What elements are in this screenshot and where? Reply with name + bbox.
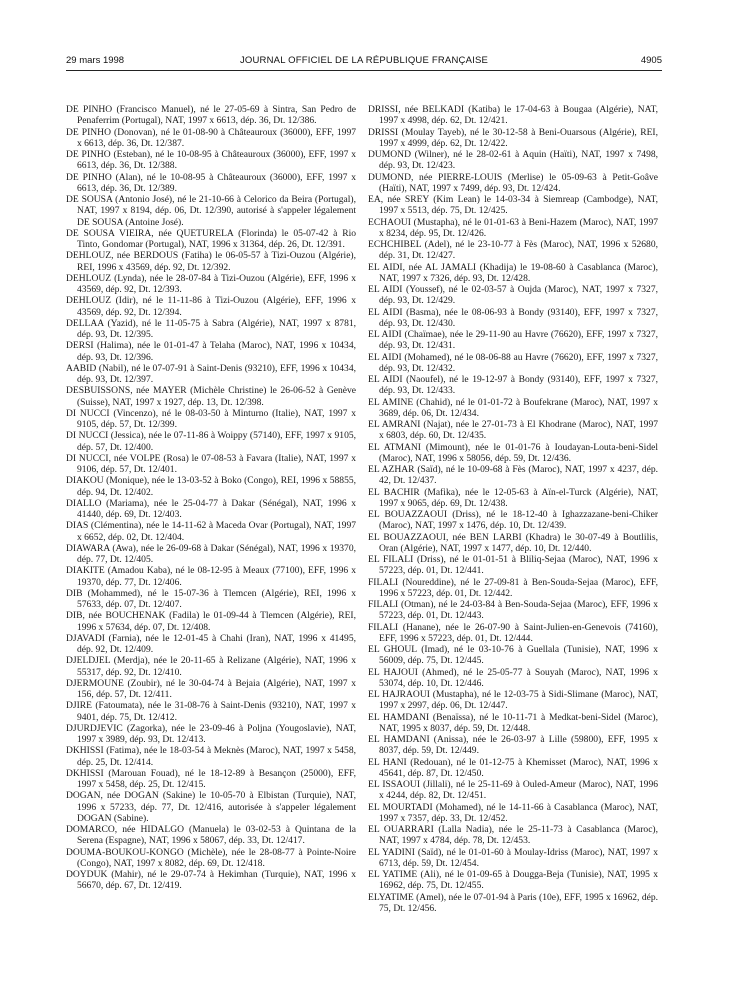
decree-entry: DIAWARA (Awa), née le 26-09-68 à Dakar (Sénégal), NAT, 1996 x 19370, dép. 77, Dt. 12/405. xyxy=(66,542,356,565)
decree-entry: DE PINHO (Francisco Manuel), né le 27-05-69 à Sintra, San Pedro de Penaferrim (Portugal), NAT, 1997 x 6613, dép. 36, Dt. 12/386. xyxy=(66,104,356,127)
decree-entry: DI NUCCI (Jessica), née le 07-11-86 à Woippy (57140), EFF, 1997 x 9105, dép. 57, Dt. 12/400. xyxy=(66,430,356,453)
decree-entry: DERSI (Halima), née le 01-01-47 à Telaha (Maroc), NAT, 1996 x 10434, dép. 93, Dt. 12/396. xyxy=(66,340,356,363)
decree-entry: EL HAJOUI (Ahmed), né le 25-05-77 à Souyah (Maroc), NAT, 1996 x 53074, dép. 10, Dt. 12/446. xyxy=(368,666,658,689)
decree-entry: EL HAMDANI (Benaïssa), né le 10-11-71 à Medkat-beni-Sidel (Maroc), NAT, 1995 x 8037, dép. 59, Dt. 12/448. xyxy=(368,711,658,734)
journal-title: JOURNAL OFFICIEL DE LA RÉPUBLIQUE FRANÇAISE xyxy=(239,55,489,66)
decree-entry: DOUMA-BOUKOU-KONGO (Michèle), née le 28-08-77 à Pointe-Noire (Congo), NAT, 1997 x 8082, dép. 69, Dt. 12/418. xyxy=(66,846,356,869)
decree-entry: EL ATMANI (Mimount), née le 01-01-76 à Ioudayan-Louta-beni-Sidel (Maroc), NAT, 1996 x 58056, dép. 59, Dt. 12/436. xyxy=(368,441,658,464)
decree-entry: DIB (Mohammed), né le 15-07-36 à Tlemcen (Algérie), REI, 1996 x 57633, dép. 07, Dt. 12/407. xyxy=(66,587,356,610)
decree-entry: EL BACHIR (Mafika), née le 12-05-63 à Aïn-el-Turck (Algérie), NAT, 1997 x 9065, dép. 69, Dt. 12/438. xyxy=(368,486,658,509)
decree-entry: DOMARCO, née HIDALGO (Manuela) le 03-02-53 à Quintana de la Serena (Espagne), NAT, 1996 x 58067, dép. 33, Dt. 12/417. xyxy=(66,824,356,847)
decree-entry: FILALI (Noureddine), né le 27-09-81 à Ben-Souda-Sejaa (Maroc), EFF, 1996 x 57223, dép. 01, Dt. 12/442. xyxy=(368,576,658,599)
decree-entry: DESBUISSONS, née MAYER (Michèle Christine) le 26-06-52 à Genève (Suisse), NAT, 1997 x 1927, dép. 13, Dt. 12/398. xyxy=(66,385,356,408)
decree-entry: DEHLOUZ (Idir), né le 11-11-86 à Tizi-Ouzou (Algérie), EFF, 1996 x 43569, dép. 92, Dt. 12/394. xyxy=(66,295,356,318)
decree-entry: DUMOND (Wilner), né le 28-02-61 à Aquin (Haïti), NAT, 1997 x 7498, dép. 93, Dt. 12/423. xyxy=(368,149,658,172)
page-header xyxy=(66,55,662,71)
right-column xyxy=(368,104,658,914)
decree-entry: FILALI (Hanane), née le 26-07-90 à Saint-Julien-en-Genevois (74160), EFF, 1996 x 57223, dép. 01, Dt. 12/444. xyxy=(368,621,658,644)
decree-entry: EA, née SREY (Kim Lean) le 14-03-34 à Siemreap (Cambodge), NAT, 1997 x 5513, dép. 75, Dt. 12/425. xyxy=(368,194,658,217)
decree-entry: EL FILALI (Driss), né le 01-01-51 à Bliliq-Sejaa (Maroc), NAT, 1996 x 57223, dép. 01, Dt. 12/441. xyxy=(368,554,658,577)
decree-entry: DE SOUSA (Antonio José), né le 21-10-66 à Celorico da Beira (Portugal), NAT, 1997 x 8194, dép. 06, Dt. 12/390, autorisé à s'appeler légalement DE SOUSA (Antoine José). xyxy=(66,194,356,228)
decree-entry: ECHAOUI (Mustapha), né le 01-01-63 à Beni-Hazem (Maroc), NAT, 1997 x 8234, dép. 95, Dt. 12/426. xyxy=(368,216,658,239)
decree-entry: EL HAMDANI (Anissa), née le 26-03-97 à Lille (59800), EFF, 1995 x 8037, dép. 59, Dt. 12/449. xyxy=(368,734,658,757)
decree-entry: DIAKITE (Amadou Kaba), né le 08-12-95 à Meaux (77100), EFF, 1996 x 19370, dép. 77, Dt. 12/406. xyxy=(66,565,356,588)
decree-entry: ELYATIME (Amel), née le 07-01-94 à Paris (10e), EFF, 1995 x 16962, dép. 75, Dt. 12/456. xyxy=(368,891,658,914)
decree-entry: EL BOUAZZAOUI, née BEN LARBI (Khadra) le 30-07-49 à Boutlilis, Oran (Algérie), NAT, 1997 x 1477, dép. 10, Dt. 12/440. xyxy=(368,531,658,554)
decree-entry: EL AIDI (Naoufel), né le 19-12-97 à Bondy (93140), EFF, 1997 x 7327, dép. 93, Dt. 12/433. xyxy=(368,374,658,397)
decree-entry: DEHLOUZ (Lynda), née le 28-07-84 à Tizi-Ouzou (Algérie), EFF, 1996 x 43569, dép. 92, Dt. 12/393. xyxy=(66,272,356,295)
decree-entry: EL AIDI (Mohamed), né le 08-06-88 au Havre (76620), EFF, 1997 x 7327, dép. 93, Dt. 12/432. xyxy=(368,351,658,374)
decree-entry: DE PINHO (Donovan), né le 01-08-90 à Châteauroux (36000), EFF, 1997 x 6613, dép. 36, Dt. 12/387. xyxy=(66,126,356,149)
decree-entry: DKHISSI (Fatima), née le 18-03-54 à Meknès (Maroc), NAT, 1997 x 5458, dép. 25, Dt. 12/414. xyxy=(66,745,356,768)
decree-entry: DJERMOUNE (Zoubir), né le 30-04-74 à Bejaia (Algérie), NAT, 1997 x 156, dép. 57, Dt. 12/411. xyxy=(66,677,356,700)
decree-entry: DE SOUSA VIEIRA, née QUETURELA (Florinda) le 05-07-42 à Rio Tinto, Gondomar (Portugal), NAT, 1996 x 31364, dép. 26, Dt. 12/391. xyxy=(66,227,356,250)
decree-entry: DELLAA (Yazid), né le 11-05-75 à Sabra (Algérie), NAT, 1997 x 8781, dép. 93, Dt. 12/395. xyxy=(66,317,356,340)
decree-entry: EL AIDI (Basma), née le 08-06-93 à Bondy (93140), EFF, 1997 x 7327, dép. 93, Dt. 12/430. xyxy=(368,306,658,329)
decree-entry: DOYDUK (Mahir), né le 29-07-74 à Hekimhan (Turquie), NAT, 1996 x 56670, dép. 67, Dt. 12/419. xyxy=(66,869,356,892)
decree-entry: EL HAJRAOUI (Mustapha), né le 12-03-75 à Sidi-Slimane (Maroc), NAT, 1997 x 2997, dép. 06, Dt. 12/447. xyxy=(368,689,658,712)
decree-entry: EL AMINE (Chahid), né le 01-01-72 à Boufekrane (Maroc), NAT, 1997 x 3689, dép. 06, Dt. 12/434. xyxy=(368,396,658,419)
decree-entry: DE PINHO (Esteban), né le 10-08-95 à Châteauroux (36000), EFF, 1997 x 6613, dép. 36, Dt. 12/388. xyxy=(66,149,356,172)
decree-entry: DKHISSI (Marouan Fouad), né le 18-12-89 à Besançon (25000), EFF, 1997 x 5458, dép. 25, Dt. 12/415. xyxy=(66,767,356,790)
decree-entry: EL ISSAOUI (Jillali), né le 25-11-69 à Ouled-Ameur (Maroc), NAT, 1996 x 4244, dép. 82, Dt. 12/451. xyxy=(368,779,658,802)
decree-entry: EL AZHAR (Saïd), né le 10-09-68 à Fès (Maroc), NAT, 1997 x 4237, dép. 42, Dt. 12/437. xyxy=(368,464,658,487)
decree-entry: EL OUARRARI (Lalla Nadia), née le 25-11-73 à Casablanca (Maroc), NAT, 1997 x 4784, dép. 78, Dt. 12/453. xyxy=(368,824,658,847)
decree-entry: EL AIDI (Chaïmae), née le 29-11-90 au Havre (76620), EFF, 1997 x 7327, dép. 93, Dt. 12/431. xyxy=(368,329,658,352)
decree-entry: DUMOND, née PIERRE-LOUIS (Merlise) le 05-09-63 à Petit-Goâve (Haïti), NAT, 1997 x 7499, dép. 93, Dt. 12/424. xyxy=(368,171,658,194)
decree-entry: DIB, née BOUCHENAK (Fadila) le 01-09-44 à Tlemcen (Algérie), REI, 1996 x 57634, dép. 07, Dt. 12/408. xyxy=(66,610,356,633)
decree-entry: EL BOUAZZAOUI (Driss), né le 18-12-40 à Ighazzazane-beni-Chiker (Maroc), NAT, 1997 x 1476, dép. 10, Dt. 12/439. xyxy=(368,509,658,532)
decree-entry: EL GHOUL (Imad), né le 03-10-76 à Guellala (Tunisie), NAT, 1996 x 56009, dép. 75, Dt. 12/445. xyxy=(368,644,658,667)
decree-entry: EL YADINI (Saïd), né le 01-01-60 à Moulay-Idriss (Maroc), NAT, 1997 x 6713, dép. 59, Dt. 12/454. xyxy=(368,846,658,869)
decree-entry: EL HANI (Redouan), né le 01-12-75 à Khemisset (Maroc), NAT, 1996 x 45641, dép. 87, Dt. 12/450. xyxy=(368,756,658,779)
decree-entry: DJURDJEVIC (Zagorka), née le 23-09-46 à Poljna (Yougoslavie), NAT, 1997 x 3989, dép. 93, Dt. 12/413. xyxy=(66,722,356,745)
decree-entry: EL AMRANI (Najat), née le 27-01-73 à El Khodrane (Maroc), NAT, 1997 x 6803, dép. 60, Dt. 12/435. xyxy=(368,419,658,442)
decree-entry: DJELDJEL (Merdja), née le 20-11-65 à Relizane (Algérie), NAT, 1996 x 55317, dép. 92, Dt. 12/410. xyxy=(66,655,356,678)
publication-date: 29 mars 1998 xyxy=(66,55,125,66)
decree-entry: DE PINHO (Alan), né le 10-08-95 à Châteauroux (36000), EFF, 1997 x 6613, dép. 36, Dt. 12/389. xyxy=(66,171,356,194)
decree-entry: AABID (Nabil), né le 07-07-91 à Saint-Denis (93210), EFF, 1996 x 10434, dép. 93, Dt. 12/397. xyxy=(66,362,356,385)
decree-entry: DIAS (Clémentina), née le 14-11-62 à Maceda Ovar (Portugal), NAT, 1997 x 6652, dép. 02, Dt. 12/404. xyxy=(66,520,356,543)
decree-entry: DI NUCCI (Vincenzo), né le 08-03-50 à Minturno (Italie), NAT, 1997 x 9105, dép. 57, Dt. 12/399. xyxy=(66,407,356,430)
decree-entry: EL MOURTADI (Mohamed), né le 14-11-66 à Casablanca (Maroc), NAT, 1997 x 7357, dép. 33, Dt. 12/452. xyxy=(368,801,658,824)
decree-entry: DIALLO (Mariama), née le 25-04-77 à Dakar (Sénégal), NAT, 1996 x 41440, dép. 69, Dt. 12/403. xyxy=(66,497,356,520)
decree-entry: EL AIDI (Youssef), né le 02-03-57 à Oujda (Maroc), NAT, 1997 x 7327, dép. 93, Dt. 12/429. xyxy=(368,284,658,307)
decree-entry: DRISSI, née BELKADI (Katiba) le 17-04-63 à Bougaa (Algérie), NAT, 1997 x 4998, dép. 62, Dt. 12/421. xyxy=(368,104,658,127)
decree-entry: EL AIDI, née AL JAMALI (Khadija) le 19-08-60 à Casablanca (Maroc), NAT, 1997 x 7326, dép. 93, Dt. 12/428. xyxy=(368,261,658,284)
decree-entry: DJIRE (Fatoumata), née le 31-08-76 à Saint-Denis (93210), NAT, 1997 x 9401, dép. 75, Dt. 12/412. xyxy=(66,700,356,723)
decree-entry: DIAKOU (Monique), née le 13-03-52 à Boko (Congo), REI, 1996 x 58855, dép. 94, Dt. 12/402. xyxy=(66,475,356,498)
decree-entry: DRISSI (Moulay Tayeb), né le 30-12-58 à Beni-Ouarsous (Algérie), REI, 1997 x 4999, dép. 62, Dt. 12/422. xyxy=(368,126,658,149)
header-rule xyxy=(66,70,662,71)
decree-entry: DJAVADI (Farnia), née le 12-01-45 à Chahi (Iran), NAT, 1996 x 41495, dép. 92, Dt. 12/409. xyxy=(66,632,356,655)
decree-entry: DI NUCCI, née VOLPE (Rosa) le 07-08-53 à Favara (Italie), NAT, 1997 x 9106, dép. 57, Dt. 12/401. xyxy=(66,452,356,475)
decree-entry: DEHLOUZ, née BERDOUS (Fatiha) le 06-05-57 à Tizi-Ouzou (Algérie), REI, 1996 x 43569, dép. 92, Dt. 12/392. xyxy=(66,250,356,273)
decree-entry: EL YATIME (Ali), né le 01-09-65 à Dougga-Beja (Tunisie), NAT, 1995 x 16962, dép. 75, Dt. 12/455. xyxy=(368,869,658,892)
decree-entry: ECHCHIBEL (Adel), né le 23-10-77 à Fès (Maroc), NAT, 1996 x 52680, dép. 31, Dt. 12/427. xyxy=(368,239,658,262)
left-column xyxy=(66,104,356,892)
decree-entry: DOGAN, née DOGAN (Sakine) le 10-05-70 à Elbistan (Turquie), NAT, 1996 x 57233, dép. 77, Dt. 12/416, autorisée à s'appeler légalement DOGAN (Sabine). xyxy=(66,790,356,824)
decree-entry: FILALI (Otman), né le 24-03-84 à Ben-Souda-Sejaa (Maroc), EFF, 1996 x 57223, dép. 01, Dt. 12/443. xyxy=(368,599,658,622)
page-number: 4905 xyxy=(640,55,662,66)
